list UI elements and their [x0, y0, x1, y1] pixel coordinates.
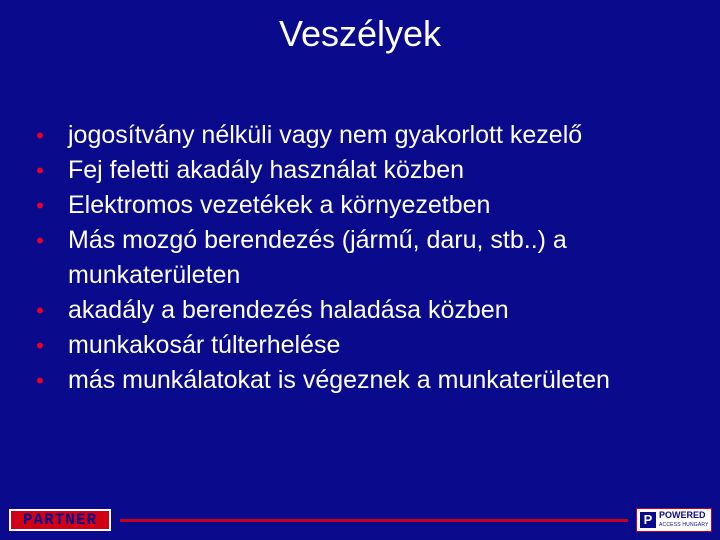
- bullet-item: [30, 223, 690, 293]
- bullet-text: munkakosár túlterhelése: [68, 331, 341, 359]
- slide-footer: [0, 500, 720, 540]
- bullet-text: Más mozgó berendezés (jármű, daru, stb..) a munkaterületen: [68, 226, 567, 289]
- bullet-list: [30, 118, 690, 398]
- bullet-item: [30, 328, 690, 363]
- bullet-item: [30, 188, 690, 223]
- bullet-item: [30, 293, 690, 328]
- bullet-dot-icon: •: [36, 298, 44, 323]
- bullet-text: Elektromos vezetékek a környezetben: [68, 191, 491, 219]
- partner-logo: PARTNER: [9, 509, 111, 531]
- slide-title: Veszélyek: [278, 13, 442, 54]
- footer-divider: [120, 519, 628, 522]
- bullet-text: más munkálatokat is végeznek a munkaterületen: [68, 366, 610, 394]
- bullet-dot-icon: •: [36, 228, 44, 253]
- bullet-item: [30, 363, 690, 398]
- bullet-text: jogosítvány nélküli vagy nem gyakorlott kezelő: [68, 121, 583, 149]
- bullet-dot-icon: •: [36, 368, 44, 393]
- powered-p-icon: P: [640, 512, 656, 528]
- bullet-dot-icon: •: [36, 193, 44, 218]
- bullet-dot-icon: •: [36, 158, 44, 183]
- bullet-text: akadály a berendezés haladása közben: [68, 296, 509, 324]
- bullet-item: [30, 118, 690, 153]
- bullet-item: [30, 153, 690, 188]
- bullet-dot-icon: •: [36, 333, 44, 358]
- bullet-text: Fej feletti akadály használat közben: [68, 156, 465, 184]
- powered-logo-subtext: ACCESS HUNGARY: [659, 522, 709, 528]
- powered-logo-text: POWERED: [659, 510, 706, 520]
- powered-access-logo: [636, 508, 712, 532]
- bullet-dot-icon: •: [36, 123, 44, 148]
